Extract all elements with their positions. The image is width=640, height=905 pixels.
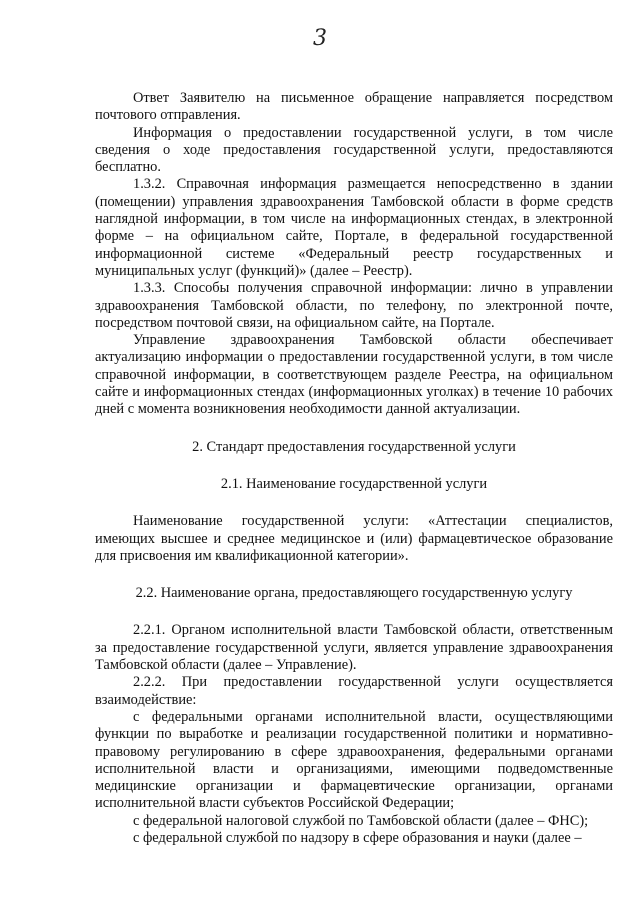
paragraph-federal-bodies: с федеральными органами исполнительной власти, осуществляющими функции по выработке и реализации государственной политики и нормативно-правовому регулированию в сфере здравоохранения, федеральными органами исполнительной власти и организациями, имеющими подведомственные медицинские организации и фармацевтические организации, органами исполнительной власти субъектов Российской Федерации; xyxy=(95,708,613,812)
section-heading-2: 2. Стандарт предоставления государственной услуги xyxy=(192,438,516,455)
paragraph-tax-service: с федеральной налоговой службой по Тамбовской области (далее – ФНС); xyxy=(133,812,589,829)
paragraph-service-name: Наименование государственной услуги: «Аттестации специалистов, имеющих высшее и среднее медицинское и (или) фармацевтическое образование для присвоения им квалификационной категории». xyxy=(95,513,613,564)
paragraph-actualization: Управление здравоохранения Тамбовской области обеспечивает актуализацию информации о предоставлении государственной услуги, в том числе справочной информации, в соответствующем разделе Реестра, на официальном сайте и информационных стендах (информационных уголках) в течение 10 рабочих дней с момента возникновения необходимости данной актуализации. xyxy=(95,332,613,418)
paragraph-reply-delivery: Ответ Заявителю на письменное обращение направляется посредством почтового отправления. xyxy=(95,90,613,124)
section-heading-2-1: 2.1. Наименование государственной услуги xyxy=(220,475,488,492)
paragraph-free-information: Информация о предоставлении государственной услуги, в том числе сведения о ходе предоставления государственной услуги, предоставляются бесплатно. xyxy=(95,124,613,176)
paragraph-education-oversight: с федеральной службой по надзору в сфере образования и науки (далее – xyxy=(133,829,582,846)
section-heading-2-2: 2.2. Наименование органа, предоставляющего государственную услугу xyxy=(135,585,573,602)
page-number: 3 xyxy=(313,26,327,51)
paragraph-2-2-1: 2.2.1. Органом исполнительной власти Тамбовской области, ответственным за предоставление государственной услуги, является управление здравоохранения Тамбовской области (далее – Управление). xyxy=(95,622,613,674)
paragraph-1-3-3: 1.3.3. Способы получения справочной информации: лично в управлении здравоохранения Тамбовской области, по телефону, по электронной почте, посредством почтовой связи, на официальном сайте, на Портале. xyxy=(95,280,613,331)
paragraph-2-2-2: 2.2.2. При предоставлении государственной услуги осуществляется взаимодействие: xyxy=(95,674,613,708)
paragraph-1-3-2: 1.3.2. Справочная информация размещается непосредственно в здании (помещении) управления здравоохранения Тамбовской области в форме средств наглядной информации, в том числе на информационных стендах, в электронной форме – на официальном сайте, Портале, в федеральной государственной информационной системе «Федеральный реестр государственных и муниципальных услуг (функций)» (далее – Реестр). xyxy=(95,176,613,279)
document-body xyxy=(95,90,613,847)
